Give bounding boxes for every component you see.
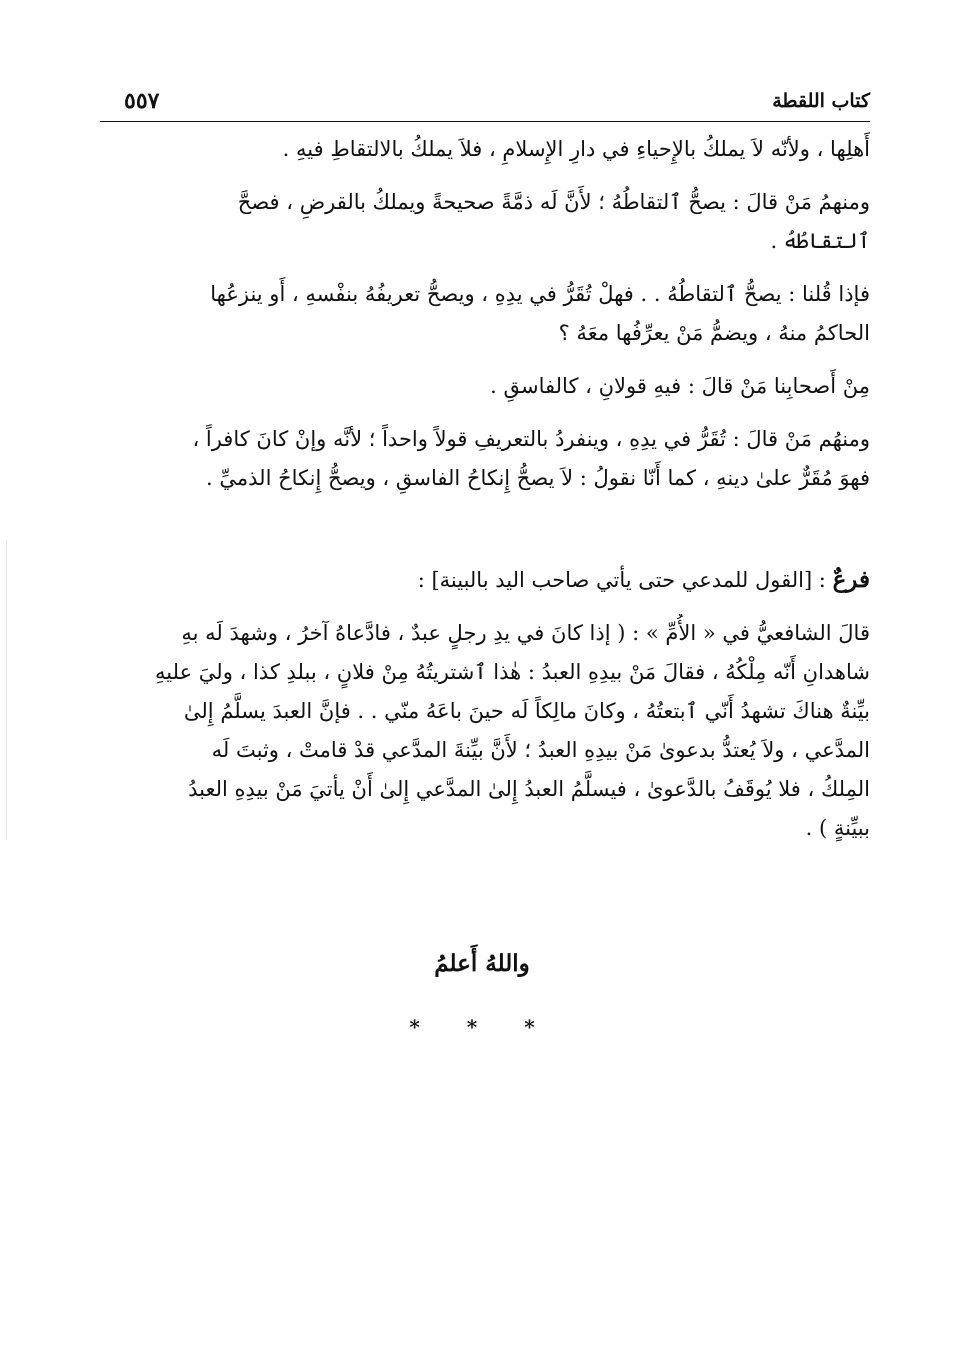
paragraph	[100, 367, 870, 406]
text-line: ببيِّنةٍ ) .	[805, 816, 870, 840]
paragraph	[100, 183, 870, 261]
page-header	[100, 88, 870, 122]
body-text	[100, 130, 870, 848]
text-line: فإذا قُلنا : يصحُّ ٱلتقاطُهُ . . فهلْ تُقَرُّ في يدِهِ ، ويصحُّ تعريفُهُ بنفْسهِ ، أَو ينزعُها	[210, 282, 870, 306]
branch-title: : [القول للمدعي حتى يأتي صاحب اليد بالبينة] :	[417, 568, 826, 592]
text-line: ومنهمُ مَنْ قالَ : يصحُّ ٱلتقاطُهُ ؛ لأَنَّ لَه ذمَّةً صحيحةً ويملكُ بالقرضِ ، فصحَّ	[237, 190, 870, 214]
paragraph	[100, 130, 870, 169]
text-line: مِنْ أَصحابِنا مَنْ قالَ : فيهِ قولانِ ، كالفاسقِ .	[490, 374, 870, 398]
text-line: المدَّعي ، ولاَ يُعتدُّ بدعوىٰ مَنْ بيدِهِ العبدُ ؛ لأَنَّ بيِّنةَ المدَّعي قدْ قامتْ ، وثبتَ لَه	[211, 738, 870, 762]
page-number: ٥٥٧	[124, 88, 160, 114]
text-line: الحاكمُ منهُ ، ويضمُّ مَنْ يعرِّفُها معَهُ ؟	[558, 321, 870, 345]
text-line: بيِّنةٌ هناكَ تشهدُ أَنّي ٱبتعتُهُ ، وكانَ مالِكاً لَه حينَ باعَهُ منّي . . فإنَّ العبدَ يسلَّمُ إِلىٰ	[183, 699, 870, 723]
quote-paragraph	[100, 614, 870, 848]
closing-phrase: واللهُ أَعلمُ	[434, 950, 530, 977]
text-line: ومنهُم مَنْ قالَ : تُقَرُّ في يدِهِ ، وينفردُ بالتعريفِ قولاً واحداً ؛ لأنَّه وإنْ كانَ كافراً ،	[192, 427, 870, 451]
scan-edge	[6, 540, 7, 840]
text-line: فهوَ مُقَرٌّ علىٰ دينهِ ، كما أَنّا نقولُ : لاَ يصحُّ إِنكاحُ الفاسقِ ، ويصحُّ إِنكاحُ الذميِّ .	[206, 466, 870, 490]
branch-label: فرعٌ	[832, 566, 870, 593]
header-rule	[100, 121, 870, 122]
text-line: شاهدانِ أَنّه مِلْكُهُ ، فقالَ مَنْ بيدِهِ العبدُ : هٰذا ٱشتريتُهُ مِنْ فلانٍ ، ببلدِ كذا ، وليَ عليهِ	[155, 660, 870, 684]
paragraph	[100, 420, 870, 498]
section-ornament: * * *	[409, 1015, 555, 1039]
text-line: أَهلِها ، ولأنّه لاَ يملكُ بالإِحياءِ في دارِ الإِسلامِ ، فلاَ يملكُ بالالتقاطِ فيهِ .	[282, 137, 870, 161]
text-line: قالَ الشافعيُّ في « الأُمِّ » : ( إذا كانَ في يدِ رجلٍ عبدٌ ، فادَّعاهُ آخرُ ، وشهدَ لَه بهِ	[181, 621, 870, 645]
running-title: كتاب اللقطة	[772, 90, 870, 112]
text-line: المِلكُ ، فلا يُوقَفُ بالدَّعوىٰ ، فيسلَّمُ العبدُ إِلىٰ المدَّعي إِلىٰ أَنْ يأتيَ مَنْ بيدِهِ العبدُ	[188, 777, 870, 801]
text-line: ٱلتقاطُهُ .	[770, 229, 870, 253]
branch-heading	[100, 560, 870, 600]
paragraph	[100, 275, 870, 353]
